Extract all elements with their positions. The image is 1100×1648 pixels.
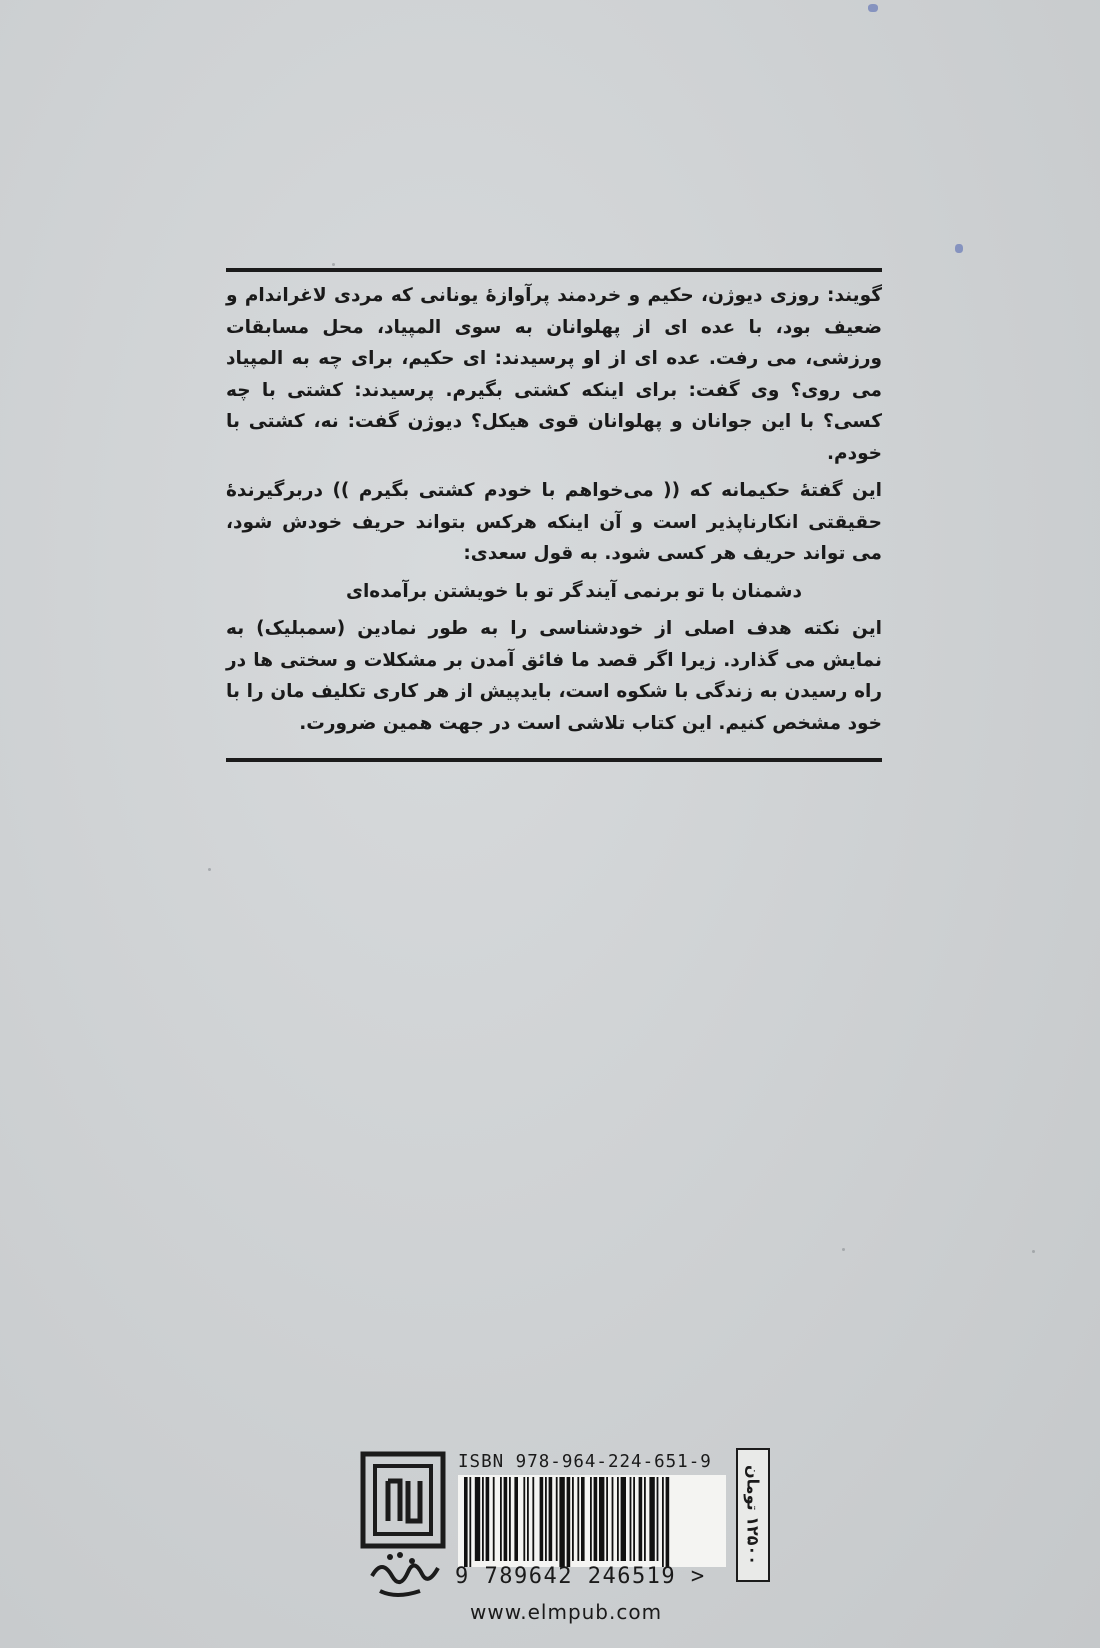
bottom-rule <box>226 758 882 762</box>
barcode-bar <box>493 1477 495 1561</box>
barcode-bar <box>549 1477 553 1561</box>
barcode-bar <box>486 1477 490 1561</box>
barcode-bar <box>649 1477 654 1561</box>
barcode-bar <box>556 1477 558 1561</box>
barcode-bar <box>504 1477 508 1561</box>
barcode-bar <box>469 1477 471 1567</box>
barcode-number: 9 789642 246519 > <box>455 1564 706 1589</box>
barcode-bar <box>594 1477 598 1561</box>
barcode-bar <box>532 1477 534 1561</box>
barcode-bar <box>559 1477 564 1567</box>
price-text: ۱۲۵۰۰ تومان <box>743 1464 763 1565</box>
publisher-website: www.elmpub.com <box>470 1600 663 1624</box>
isbn-text: ISBN 978-964-224-651-9 <box>458 1452 712 1472</box>
barcode-bar <box>482 1477 484 1561</box>
barcode-bar <box>644 1477 646 1561</box>
blurb-paragraph-1: گویند: روزی دیوژن، حکیم و خردمند پرآوازهٔ یونانی که مردی لاغراندام و ضعیف بود، با عده ای از پهلوانان به سوی المپیاد، محل مسابقات ورزشی، می رفت. عده ای از او پرسیدند: ای حکیم، برای چه به المپیاد می روی؟ وی گفت: برای اینکه کشتی بگیرم. پرسیدند: کشتی با چه کسی؟ با این جوانان و پهلوانان قوی هیکل؟ دیوژن گفت: نه، کشتی با خودم. <box>226 285 882 464</box>
barcode-bar <box>567 1477 571 1567</box>
paper-speck <box>842 1248 845 1251</box>
barcode-bar <box>581 1477 585 1561</box>
barcode-bar <box>633 1477 635 1561</box>
barcode-bar <box>523 1477 525 1561</box>
paper-speck <box>208 868 211 871</box>
barcode-bar <box>500 1477 502 1561</box>
barcode-bar <box>509 1477 511 1561</box>
barcode-bar <box>662 1477 664 1567</box>
barcode-bar <box>572 1477 574 1561</box>
saadi-verse <box>226 576 882 608</box>
ink-spot <box>955 244 963 253</box>
barcode-bar <box>545 1477 547 1561</box>
verse-hemistich-right: دشمنان با تو برنمی آیند <box>585 580 802 602</box>
isbn-barcode <box>458 1475 726 1567</box>
ink-spot <box>868 4 878 12</box>
barcode-bar <box>514 1477 518 1561</box>
blurb-paragraph-2: این گفتهٔ حکیمانه که (( می‌خواهم با خودم کشتی بگیرم )) دربرگیرندهٔ حقیقتی انکارناپذیر است و آن اینکه هرکس بتواند حریف خودش شود، می تواند حریف هر کسی شود. به قول سعدی: <box>226 480 882 564</box>
barcode-bar <box>639 1477 643 1561</box>
barcode-bar <box>666 1477 670 1567</box>
barcode-bar <box>590 1477 592 1561</box>
barcode-bar <box>617 1477 619 1561</box>
barcode-bar <box>630 1477 632 1561</box>
blurb-paragraph-3: این نکته هدف اصلی از خودشناسی را به طور نمادین (سمبلیک) به نمایش می گذارد. زیرا اگر قصد ما فائق آمدن بر مشکلات و سختی ها در راه رسیدن به زندگی با شکوه است، بایدپیش از هر کاری تکلیف مان را با خود مشخص کنیم. این کتاب تلاشی است در جهت همین ضرورت. <box>226 618 882 734</box>
paper-speck <box>332 263 335 266</box>
publisher-logo <box>360 1451 446 1601</box>
barcode-bar <box>475 1477 480 1561</box>
barcode-bar <box>540 1477 544 1561</box>
barcode-bar <box>599 1477 604 1561</box>
barcode-bar <box>527 1477 529 1561</box>
top-rule <box>226 268 882 272</box>
verse-hemistich-left: گر تو با خویشتن برآمده‌ای <box>346 580 583 602</box>
back-cover-blurb <box>226 280 882 745</box>
barcode-bar <box>621 1477 626 1561</box>
paper-speck <box>1032 1250 1035 1253</box>
barcode-bar <box>606 1477 608 1561</box>
barcode-bar <box>612 1477 614 1561</box>
price-label <box>736 1448 770 1582</box>
barcode-bar <box>464 1477 468 1567</box>
barcode-bar <box>577 1477 579 1561</box>
barcode-bar <box>657 1477 659 1561</box>
